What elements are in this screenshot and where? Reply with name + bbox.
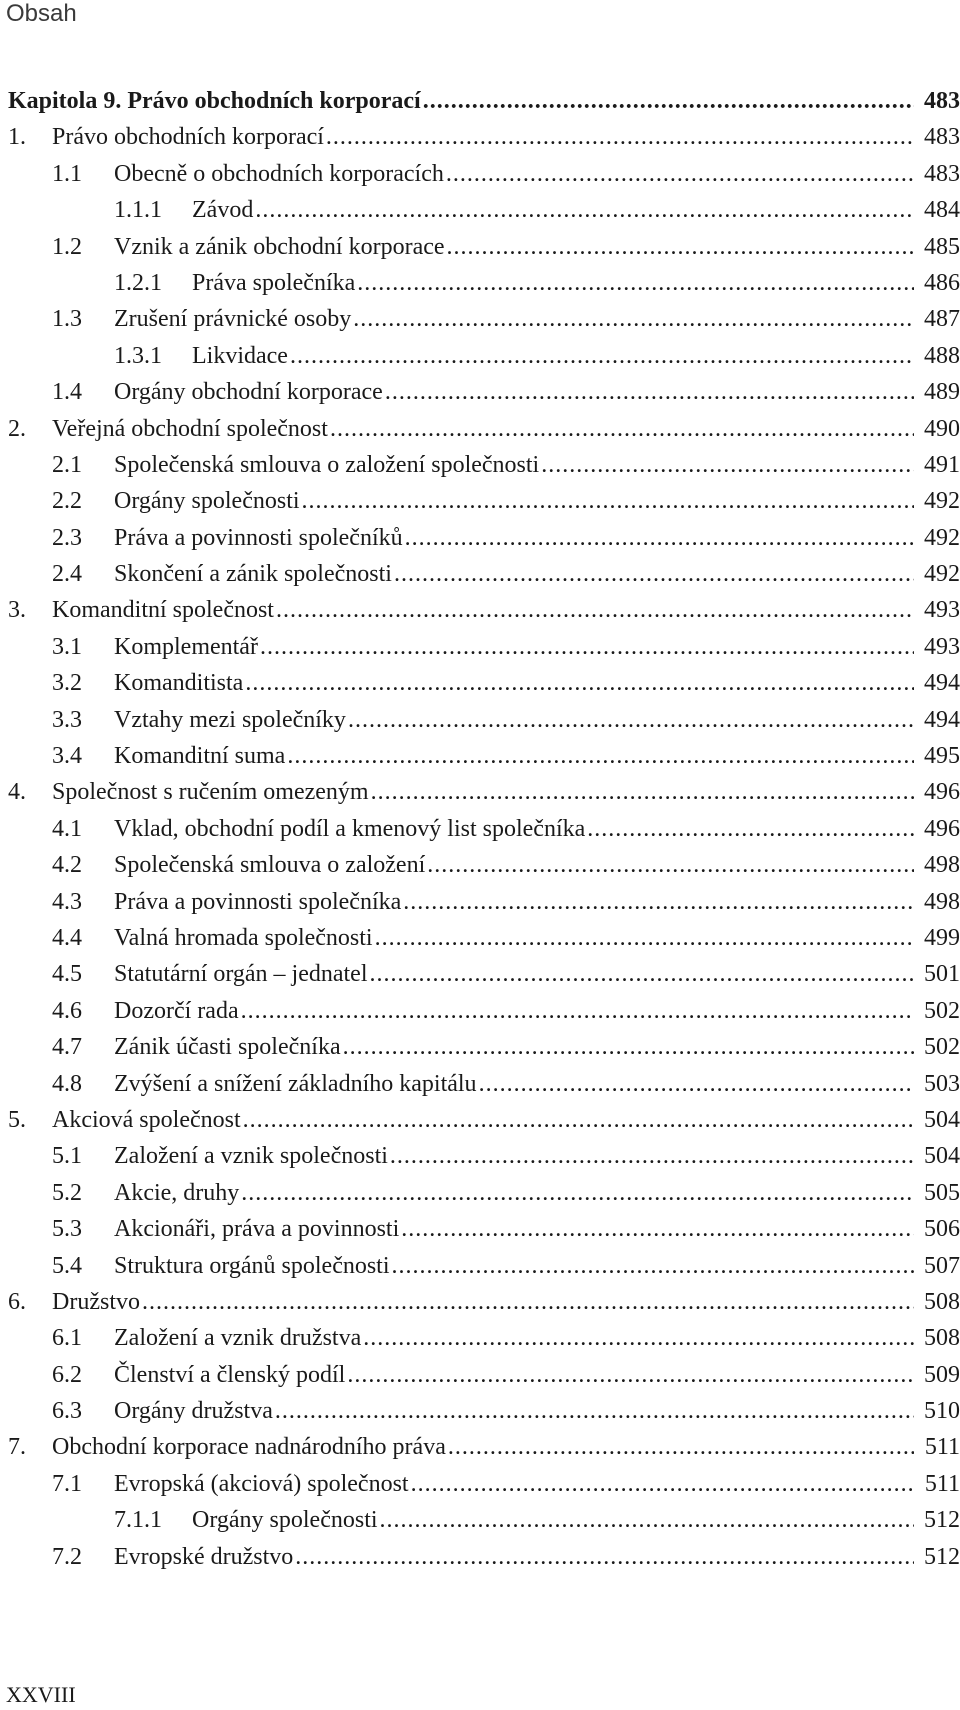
toc-entry-page: 490 (924, 415, 960, 442)
toc-entry-title: Komanditní společnost (52, 597, 274, 624)
toc-entry-number: 6.2 (52, 1361, 82, 1388)
toc-entry-number: 2.2 (52, 488, 82, 515)
dot-leader (405, 525, 914, 552)
dot-leader (295, 1544, 914, 1571)
toc-entry[interactable] (8, 1289, 960, 1325)
page-header-title: Obsah (6, 0, 77, 27)
dot-leader (347, 1362, 914, 1389)
toc-entry-title: Komanditista (114, 670, 244, 697)
toc-entry-title: Založení a vznik družstva (114, 1325, 362, 1352)
toc-entry-title: Práva a povinnosti společníků (114, 524, 403, 551)
toc-entry[interactable] (8, 1544, 960, 1580)
toc-entry[interactable] (8, 743, 960, 779)
toc-entry-title: Valná hromada společnosti (114, 924, 373, 951)
toc-entry-title: Vklad, obchodní podíl a kmenový list společníka (114, 815, 586, 842)
toc-entry-title: Orgány společnosti (114, 488, 300, 515)
toc-entry-number: 3.3 (52, 706, 82, 733)
dot-leader (370, 961, 915, 988)
toc-entry-page: 495 (924, 743, 960, 770)
toc-entry-number: 2. (8, 415, 26, 442)
toc-entry[interactable] (8, 1325, 960, 1361)
toc-entry-number: 1.2 (52, 233, 82, 260)
toc-entry-title: Struktura orgánů společnosti (114, 1252, 390, 1279)
toc-entry-number: 1.1.1 (114, 197, 162, 224)
dot-leader (353, 306, 914, 333)
toc-entry-title: Zvýšení a snížení základního kapitálu (114, 1070, 477, 1097)
dot-leader (348, 707, 914, 734)
toc-entry-title: Dozorčí rada (114, 997, 239, 1024)
toc-entry-number: 4. (8, 779, 26, 806)
toc-entry-title: Společenská smlouva o založení společnosti (114, 451, 540, 478)
toc-entry-page: 483 (924, 88, 960, 114)
toc-entry-number: 3.1 (52, 633, 82, 660)
dot-leader (385, 379, 914, 406)
toc-entry[interactable] (8, 1216, 960, 1252)
toc-entry-number: 4.3 (52, 888, 82, 915)
toc-entry-title: Akcionáři, práva a povinnosti (114, 1216, 400, 1243)
toc-entry[interactable] (8, 1398, 960, 1434)
dot-leader (479, 1071, 914, 1098)
dot-leader (290, 343, 914, 370)
toc-entry-number: 7.1.1 (114, 1507, 162, 1534)
dot-leader (243, 1107, 914, 1134)
toc-entry-number: 4.1 (52, 815, 82, 842)
toc-entry-page: 484 (924, 197, 960, 224)
dot-leader (357, 270, 914, 297)
dot-leader (326, 124, 914, 151)
toc-entry-title: Práva a povinnosti společníka (114, 888, 402, 915)
toc-entry-page: 512 (924, 1543, 960, 1570)
toc-entry-number: 6. (8, 1288, 26, 1315)
toc-entry[interactable] (8, 852, 960, 888)
toc-entry[interactable] (8, 779, 960, 815)
toc-entry-title: Akcie, druhy (114, 1179, 240, 1206)
toc-entry-page: 511 (924, 1434, 960, 1461)
toc-entry-page: 505 (924, 1179, 960, 1206)
toc-entry[interactable] (8, 889, 960, 925)
toc-entry[interactable] (8, 816, 960, 852)
toc-entry[interactable] (8, 379, 960, 415)
toc-entry-title: Členství a členský podíl (114, 1361, 346, 1388)
dot-leader (343, 1034, 914, 1061)
toc-entry-number: 4.7 (52, 1034, 82, 1061)
toc-entry-title: Zrušení právnické osoby (114, 306, 352, 333)
toc-entry[interactable] (8, 306, 960, 342)
toc-entry[interactable] (8, 707, 960, 743)
dot-leader (427, 852, 914, 879)
toc-entry-page: 510 (924, 1398, 960, 1425)
dot-leader (275, 1398, 914, 1425)
toc-entry-title: Kapitola 9. Právo obchodních korporací (8, 88, 421, 114)
dot-leader (401, 1216, 914, 1243)
toc-entry-page: 498 (924, 888, 960, 915)
dot-leader (423, 88, 914, 115)
toc-entry-title: Práva společníka (192, 269, 356, 296)
toc-entry-page: 487 (924, 306, 960, 333)
toc-entry-page: 492 (924, 488, 960, 515)
dot-leader (276, 597, 914, 624)
toc-entry-page: 502 (924, 1034, 960, 1061)
toc-entry-number: 2.4 (52, 561, 82, 588)
toc-entry[interactable] (8, 1434, 960, 1470)
toc-entry-number: 2.3 (52, 524, 82, 551)
toc-entry-number: 4.2 (52, 852, 82, 879)
dot-leader (392, 1253, 914, 1280)
toc-entry[interactable] (8, 161, 960, 197)
toc-entry-number: 4.4 (52, 924, 82, 951)
toc-entry-title: Veřejná obchodní společnost (52, 415, 328, 442)
toc-entry-title: Vztahy mezi společníky (114, 706, 346, 733)
toc-entry-page: 491 (924, 451, 960, 478)
toc-entry-page: 489 (924, 379, 960, 406)
toc-entry-page: 493 (924, 633, 960, 660)
toc-entry-title: Družstvo (52, 1288, 140, 1315)
toc-entry-number: 5. (8, 1106, 26, 1133)
toc-entry-title: Společnost s ručením omezeným (52, 779, 369, 806)
toc-entry[interactable] (8, 961, 960, 997)
toc-entry-number: 5.3 (52, 1216, 82, 1243)
toc-entry-page: 494 (924, 670, 960, 697)
toc-entry-number: 4.5 (52, 961, 82, 988)
dot-leader (255, 197, 914, 224)
toc-entry[interactable] (8, 670, 960, 706)
toc-entry[interactable] (8, 1362, 960, 1398)
toc-entry-page: 486 (924, 269, 960, 296)
toc-entry-page: 503 (924, 1070, 960, 1097)
dot-leader (448, 1434, 914, 1461)
toc-entry-number: 1.3.1 (114, 342, 162, 369)
toc-entry-number: 6.1 (52, 1325, 82, 1352)
dot-leader (245, 670, 914, 697)
toc-entry[interactable] (8, 597, 960, 633)
toc-entry-title: Statutární orgán – jednatel (114, 961, 368, 988)
toc-entry-number: 1.4 (52, 379, 82, 406)
toc-entry-title: Zánik účasti společníka (114, 1034, 341, 1061)
toc-entry[interactable] (8, 452, 960, 488)
toc-entry-page: 493 (924, 597, 960, 624)
toc-entry-page: 502 (924, 997, 960, 1024)
toc-entry-number: 1.3 (52, 306, 82, 333)
toc-entry[interactable] (8, 525, 960, 561)
toc-entry[interactable] (8, 634, 960, 670)
toc-entry-number: 1.1 (52, 160, 82, 187)
toc-entry-number: 7. (8, 1434, 26, 1461)
toc-entry-title: Orgány společnosti (192, 1507, 378, 1534)
toc-entry-page: 506 (924, 1216, 960, 1243)
toc-entry-title: Právo obchodních korporací (52, 124, 324, 151)
toc-entry-number: 4.6 (52, 997, 82, 1024)
table-of-contents (8, 88, 960, 1580)
toc-entry[interactable] (8, 561, 960, 597)
toc-entry[interactable] (8, 270, 960, 306)
dot-leader (260, 634, 914, 661)
toc-entry[interactable] (8, 1253, 960, 1289)
toc-entry-page: 492 (924, 561, 960, 588)
dot-leader (411, 1471, 914, 1498)
toc-entry-number: 3.2 (52, 670, 82, 697)
toc-entry[interactable] (8, 343, 960, 379)
toc-entry[interactable] (8, 197, 960, 233)
dot-leader (447, 234, 914, 261)
toc-entry-title: Společenská smlouva o založení (114, 852, 426, 879)
toc-entry-number: 5.2 (52, 1179, 82, 1206)
toc-entry-page: 498 (924, 852, 960, 879)
toc-entry-page: 507 (924, 1252, 960, 1279)
toc-entry-title: Orgány družstva (114, 1398, 273, 1425)
toc-entry[interactable] (8, 998, 960, 1034)
toc-entry-title: Závod (192, 197, 254, 224)
toc-entry-page: 488 (924, 342, 960, 369)
toc-entry-page: 508 (924, 1325, 960, 1352)
toc-entry-title: Komplementář (114, 633, 258, 660)
toc-entry-number: 5.1 (52, 1143, 82, 1170)
dot-leader (375, 925, 914, 952)
toc-entry-page: 494 (924, 706, 960, 733)
toc-entry[interactable] (8, 1034, 960, 1070)
toc-entry[interactable] (8, 1107, 960, 1143)
toc-entry-title: Evropská (akciová) společnost (114, 1470, 409, 1497)
dot-leader (390, 1143, 914, 1170)
toc-entry-number: 1.2.1 (114, 269, 162, 296)
toc-entry-number: 2.1 (52, 451, 82, 478)
dot-leader (587, 816, 914, 843)
toc-entry[interactable] (8, 416, 960, 452)
dot-leader (142, 1289, 914, 1316)
toc-entry-title: Likvidace (192, 342, 288, 369)
toc-entry-page: 512 (924, 1507, 960, 1534)
toc-entry-title: Evropské družstvo (114, 1543, 294, 1570)
toc-entry-title: Obchodní korporace nadnárodního práva (52, 1434, 446, 1461)
dot-leader (363, 1325, 914, 1352)
toc-entry[interactable] (8, 1071, 960, 1107)
toc-entry[interactable] (8, 488, 960, 524)
toc-entry-title: Založení a vznik společnosti (114, 1143, 388, 1170)
toc-entry-page: 501 (924, 961, 960, 988)
toc-entry[interactable] (8, 1180, 960, 1216)
toc-entry[interactable] (8, 124, 960, 160)
dot-leader (446, 161, 914, 188)
toc-entry-number: 7.2 (52, 1543, 82, 1570)
toc-entry-page: 504 (924, 1106, 960, 1133)
toc-entry-title: Obecně o obchodních korporacích (114, 160, 444, 187)
toc-entry-page: 483 (924, 124, 960, 151)
dot-leader (380, 1507, 914, 1534)
toc-entry-page: 508 (924, 1288, 960, 1315)
dot-leader (241, 1180, 914, 1207)
toc-entry-page: 485 (924, 233, 960, 260)
toc-entry[interactable] (8, 1471, 960, 1507)
toc-entry-title: Akciová společnost (52, 1106, 241, 1133)
toc-entry-page: 483 (924, 160, 960, 187)
toc-entry-number: 7.1 (52, 1470, 82, 1497)
toc-entry-title: Skončení a zánik společnosti (114, 561, 392, 588)
toc-entry-title: Orgány obchodní korporace (114, 379, 383, 406)
dot-leader (241, 998, 914, 1025)
toc-entry[interactable] (8, 88, 960, 124)
toc-entry[interactable] (8, 234, 960, 270)
toc-entry-page: 511 (924, 1470, 960, 1497)
dot-leader (330, 416, 914, 443)
page-number: XXVIII (6, 1682, 76, 1707)
dot-leader (403, 889, 914, 916)
toc-entry-number: 1. (8, 124, 26, 151)
toc-entry-number: 5.4 (52, 1252, 82, 1279)
toc-entry-page: 496 (924, 815, 960, 842)
toc-entry-number: 6.3 (52, 1398, 82, 1425)
dot-leader (371, 779, 914, 806)
toc-entry-page: 492 (924, 524, 960, 551)
toc-entry-title: Vznik a zánik obchodní korporace (114, 233, 445, 260)
toc-entry-number: 3.4 (52, 743, 82, 770)
toc-entry[interactable] (8, 1143, 960, 1179)
toc-entry-number: 4.8 (52, 1070, 82, 1097)
toc-entry-title: Komanditní suma (114, 743, 286, 770)
toc-entry-number: 3. (8, 597, 26, 624)
toc-entry-page: 499 (924, 924, 960, 951)
toc-entry-page: 496 (924, 779, 960, 806)
dot-leader (287, 743, 914, 770)
dot-leader (541, 452, 914, 479)
toc-entry-page: 504 (924, 1143, 960, 1170)
toc-entry[interactable] (8, 1507, 960, 1543)
toc-entry-page: 509 (924, 1361, 960, 1388)
dot-leader (302, 488, 914, 515)
dot-leader (394, 561, 914, 588)
toc-entry[interactable] (8, 925, 960, 961)
